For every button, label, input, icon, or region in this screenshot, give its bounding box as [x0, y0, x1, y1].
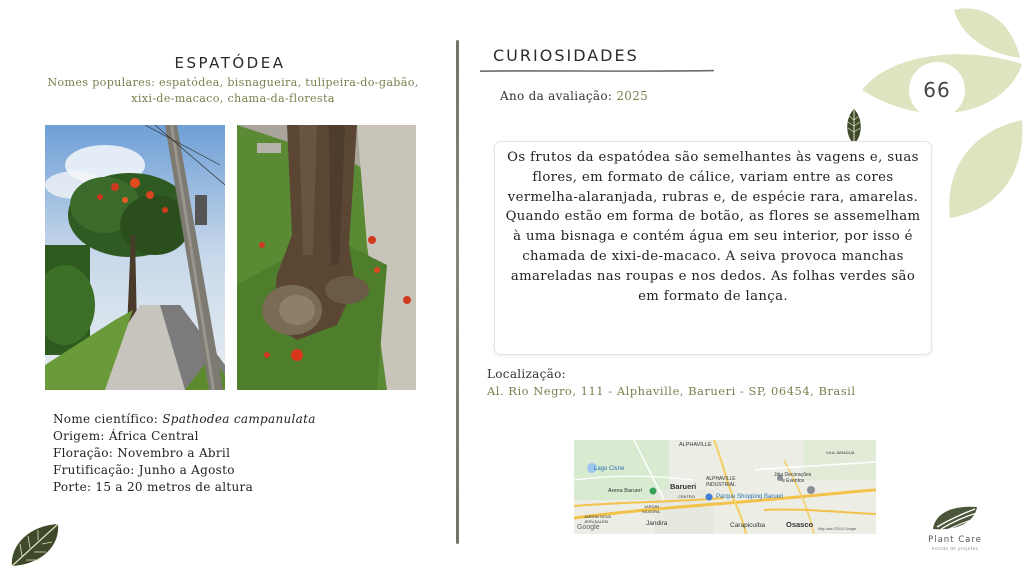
description-text: Os frutos da espatódea são semelhantes às vagens e, suas flores, em formato de cálice, variam entre as cores vermelha-alaranjada, rubras e, de espécie rara, amarelas. Quando estão em forma de botão, as flores se assemelham à uma bisnaga e contém água em seu interior, por isso é chamada de xixi-de-macaco. A seiva provoca manchas amareladas nas roupas e nos dedos. As folhas verdes são em formato de lança.: [505, 150, 921, 304]
scientific-name: Spathodea campanulata: [162, 412, 316, 426]
flowering-row: Floração: Novembro a Abril: [53, 446, 231, 460]
map-label-joia: Jóia Decorações: [774, 472, 812, 478]
map-label-arena-barueri: Arena Barueri: [608, 488, 642, 494]
map-label-jardim-silveira-2: SILVEIRA: [642, 509, 660, 514]
google-logo: Google: [577, 524, 600, 531]
scientific-name-row: Nome científico: Spathodea campanulata: [53, 412, 316, 426]
map-label-alphaville: ALPHAVILLE: [679, 442, 712, 448]
logo-name: Plant Care: [928, 535, 982, 545]
leaf-decoration-icon: [8, 520, 62, 570]
tree-trunk-photo: [237, 125, 416, 390]
map-label-jardim-nova-1: JARDIM NOVA: [584, 514, 612, 519]
map-label-alphaville-industrial-2: INDUSTRIAL: [706, 482, 736, 488]
size-row: Porte: 15 a 20 metros de altura: [53, 480, 254, 494]
map-label-vila-jaragua: VILA JARAGUÁ: [826, 450, 855, 455]
location-address: Al. Rio Negro, 111 - Alphaville, Barueri - SP, 06454, Brasil: [487, 384, 856, 398]
map-label-jardim-silveira-1: JARDIM: [644, 504, 659, 509]
vertical-divider: [456, 40, 459, 544]
map-label-e-eventos: e Eventos: [782, 478, 805, 484]
map-label-osasco: Osasco: [786, 520, 814, 529]
map-label-carapicuiba: Carapicuíba: [730, 522, 766, 529]
plant-care-logo-icon: [931, 503, 981, 533]
map-data-credit: Map data ©2024 Google: [818, 527, 857, 531]
map-label-alphaville-industrial-1: ALPHAVILLE: [706, 476, 736, 482]
popular-names: Nomes populares: espatódea, bisnagueira, tulipeira-do-gabão, xixi-de-macaco, chama-da-floresta: [47, 76, 419, 105]
location-label: Localização:: [487, 367, 566, 381]
map-label-parque: Parque Shopping Barueri: [716, 494, 784, 500]
origin-row: Origem: África Central: [53, 429, 199, 443]
tree-photo-street: [45, 125, 225, 390]
logo-tagline: estudo de projetos: [931, 546, 979, 551]
species-facts: [53, 411, 413, 496]
plant-care-logo: [920, 503, 990, 553]
title-underline: [480, 69, 714, 73]
map-label-lago-cisne: Lago Cisne: [594, 466, 625, 472]
curiosities-title: CURIOSIDADES: [493, 46, 639, 65]
species-title: ESPATÓDEA: [174, 54, 286, 72]
fruiting-row: Frutificação: Junho a Agosto: [53, 463, 235, 477]
map-label-barueri: Barueri: [670, 482, 697, 491]
map-label-centro: CENTRO: [678, 494, 695, 499]
location-map[interactable]: [574, 440, 876, 534]
map-label-jardim-nova-2: JERUSALÉM: [584, 519, 609, 524]
map-label-jandira: Jandira: [646, 520, 668, 527]
page-number: 66: [923, 78, 951, 102]
evaluation-year: Ano da avaliação: 2025: [500, 89, 649, 103]
